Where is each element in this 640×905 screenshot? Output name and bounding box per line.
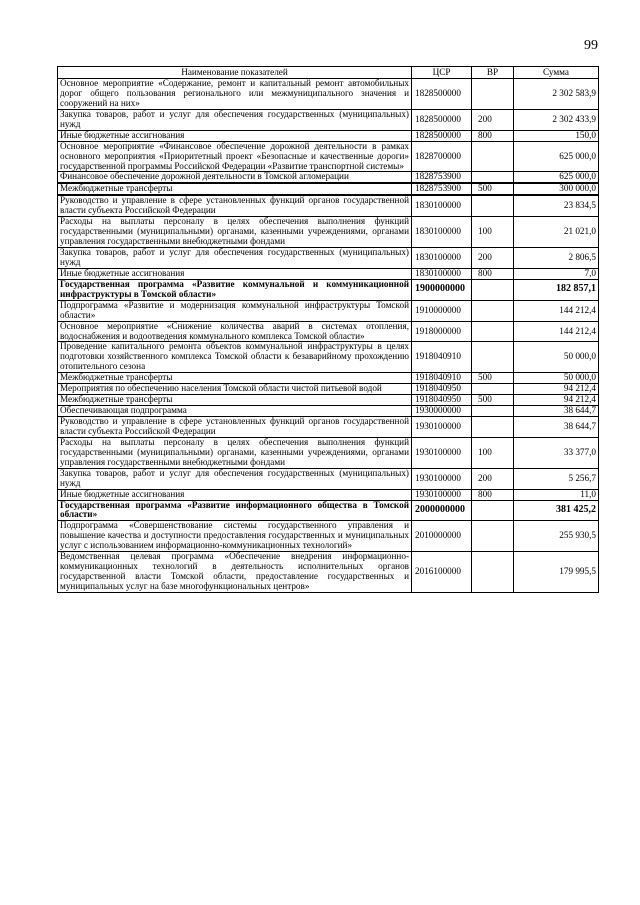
row-sum-cell: 7,0 <box>514 268 599 279</box>
row-csr-cell: 1828500000 <box>412 130 472 141</box>
row-csr-cell: 1830100000 <box>412 196 472 217</box>
row-sum-cell: 38 644,7 <box>514 406 599 417</box>
row-vr-cell: 500 <box>472 395 514 406</box>
row-csr-cell: 1918040950 <box>412 384 472 395</box>
row-name-cell: Иные бюджетные ассигнования <box>58 489 412 500</box>
row-sum-cell: 21 021,0 <box>514 217 599 248</box>
row-csr-cell: 1828500000 <box>412 79 472 110</box>
row-vr-cell: 800 <box>472 268 514 279</box>
row-name-cell: Руководство и управление в сфере установленных функций органов государственной власти субъекта Российской Федерации <box>58 196 412 217</box>
table-row <box>58 384 599 395</box>
table-row <box>58 141 599 172</box>
row-vr-cell <box>472 300 514 321</box>
row-sum-cell: 5 256,7 <box>514 468 599 489</box>
row-vr-cell: 800 <box>472 489 514 500</box>
row-name-cell: Закупка товаров, работ и услуг для обеспечения государственных (муниципальных) нужд <box>58 468 412 489</box>
row-name-cell: Основное мероприятие «Финансовое обеспечение дорожной деятельности в рамках основного мероприятия «Приоритетный проект «Безопасные и качественные дороги» государственной программы Российской Федерации «Развитие транспортной системы» <box>58 141 412 172</box>
row-vr-cell <box>472 384 514 395</box>
table-row <box>58 268 599 279</box>
row-csr-cell: 1828700000 <box>412 141 472 172</box>
row-sum-cell: 94 212,4 <box>514 395 599 406</box>
table-row <box>58 406 599 417</box>
row-csr-cell: 1930100000 <box>412 417 472 438</box>
row-sum-cell: 381 425,2 <box>514 500 599 521</box>
row-sum-cell: 11,0 <box>514 489 599 500</box>
row-csr-cell: 1830100000 <box>412 217 472 248</box>
row-sum-cell: 50 000,0 <box>514 342 599 373</box>
row-csr-cell: 1918000000 <box>412 321 472 342</box>
table-row <box>58 279 599 300</box>
row-csr-cell: 1830100000 <box>412 268 472 279</box>
table-row <box>58 109 599 130</box>
row-name-cell: Подпрограмма «Развитие и модернизация коммунальной инфраструктуры Томской области» <box>58 300 412 321</box>
row-name-cell: Ведомственная целевая программа «Обеспечение внедрения информационно-коммуникационных технологий в деятельность исполнительных органов государственной власти Томской области, предоставление государственных и муниципальных услуг на базе многофункциональных центров» <box>58 552 412 593</box>
row-csr-cell: 1830100000 <box>412 248 472 269</box>
row-sum-cell: 144 212,4 <box>514 321 599 342</box>
table-body <box>58 79 599 593</box>
table-row <box>58 79 599 110</box>
row-csr-cell: 2000000000 <box>412 500 472 521</box>
row-vr-cell <box>472 521 514 552</box>
table-row <box>58 130 599 141</box>
row-name-cell: Закупка товаров, работ и услуг для обеспечения государственных (муниципальных) нужд <box>58 109 412 130</box>
row-name-cell: Иные бюджетные ассигнования <box>58 268 412 279</box>
row-name-cell: Основное мероприятие «Содержание, ремонт и капитальный ремонт автомобильных дорог общего пользования регионального или межмуниципального значения и сооружений на них» <box>58 79 412 110</box>
table-row <box>58 521 599 552</box>
row-csr-cell: 1930100000 <box>412 489 472 500</box>
column-header-name: Наименование показателей <box>58 67 412 79</box>
row-vr-cell <box>472 552 514 593</box>
table-row <box>58 437 599 468</box>
row-csr-cell: 1930000000 <box>412 406 472 417</box>
column-header-vr: ВР <box>472 67 514 79</box>
row-name-cell: Мероприятия по обеспечению населения Томской области чистой питьевой водой <box>58 384 412 395</box>
row-name-cell: Закупка товаров, работ и услуг для обеспечения государственных (муниципальных) нужд <box>58 248 412 269</box>
row-vr-cell <box>472 172 514 183</box>
row-vr-cell: 200 <box>472 248 514 269</box>
row-sum-cell: 144 212,4 <box>514 300 599 321</box>
row-csr-cell: 1930100000 <box>412 468 472 489</box>
row-sum-cell: 255 930,5 <box>514 521 599 552</box>
row-csr-cell: 1918040950 <box>412 395 472 406</box>
row-name-cell: Государственная программа «Развитие информационного общества в Томской области» <box>58 500 412 521</box>
row-name-cell: Финансовое обеспечение дорожной деятельности в Томской агломерации <box>58 172 412 183</box>
row-vr-cell <box>472 79 514 110</box>
row-vr-cell <box>472 196 514 217</box>
row-sum-cell: 2 806,5 <box>514 248 599 269</box>
table-row <box>58 172 599 183</box>
table-row <box>58 196 599 217</box>
row-name-cell: Обеспечивающая подпрограмма <box>58 406 412 417</box>
row-name-cell: Подпрограмма «Совершенствование системы государственного управления и повышение качества и доступности предоставления государственных и муниципальных услуг с использованием информационно-коммуникационных технологий» <box>58 521 412 552</box>
row-name-cell: Руководство и управление в сфере установленных функций органов государственной власти субъекта Российской Федерации <box>58 417 412 438</box>
row-vr-cell <box>472 417 514 438</box>
row-name-cell: Иные бюджетные ассигнования <box>58 130 412 141</box>
row-sum-cell: 2 302 583,9 <box>514 79 599 110</box>
row-sum-cell: 150,0 <box>514 130 599 141</box>
row-csr-cell: 1828753900 <box>412 172 472 183</box>
row-name-cell: Расходы на выплаты персоналу в целях обеспечения выполнения функций государственными (муниципальными) органами, казенными учреждениями, органами управления государственными внебюджетными фондами <box>58 217 412 248</box>
table-row <box>58 468 599 489</box>
row-sum-cell: 50 000,0 <box>514 373 599 384</box>
row-sum-cell: 38 644,7 <box>514 417 599 438</box>
row-vr-cell <box>472 500 514 521</box>
row-vr-cell: 100 <box>472 437 514 468</box>
row-vr-cell <box>472 279 514 300</box>
row-name-cell: Межбюджетные трансферты <box>58 395 412 406</box>
row-sum-cell: 300 000,0 <box>514 184 599 195</box>
row-csr-cell: 2016100000 <box>412 552 472 593</box>
row-csr-cell: 1900000000 <box>412 279 472 300</box>
row-name-cell: Основное мероприятие «Снижение количества аварий в системах отопления, водоснабжения и водоотведения коммунального комплекса Томской области» <box>58 321 412 342</box>
row-csr-cell: 1910000000 <box>412 300 472 321</box>
row-vr-cell: 500 <box>472 373 514 384</box>
row-vr-cell: 200 <box>472 468 514 489</box>
row-vr-cell <box>472 342 514 373</box>
row-sum-cell: 94 212,4 <box>514 384 599 395</box>
table-row <box>58 417 599 438</box>
row-csr-cell: 1828500000 <box>412 109 472 130</box>
table-row <box>58 395 599 406</box>
row-vr-cell: 100 <box>472 217 514 248</box>
table-row <box>58 248 599 269</box>
row-sum-cell: 182 857,1 <box>514 279 599 300</box>
row-sum-cell: 2 302 433,9 <box>514 109 599 130</box>
table-row <box>58 217 599 248</box>
row-vr-cell: 200 <box>472 109 514 130</box>
row-sum-cell: 625 000,0 <box>514 141 599 172</box>
row-name-cell: Государственная программа «Развитие коммунальной и коммуникационной инфраструктуры в Томской области» <box>58 279 412 300</box>
budget-table <box>57 66 599 593</box>
row-name-cell: Межбюджетные трансферты <box>58 184 412 195</box>
row-vr-cell <box>472 321 514 342</box>
table-row <box>58 321 599 342</box>
row-sum-cell: 33 377,0 <box>514 437 599 468</box>
column-header-csr: ЦСР <box>412 67 472 79</box>
row-csr-cell: 1918040910 <box>412 373 472 384</box>
table-row <box>58 500 599 521</box>
row-csr-cell: 1918040910 <box>412 342 472 373</box>
row-vr-cell <box>472 141 514 172</box>
row-vr-cell <box>472 406 514 417</box>
table-row <box>58 373 599 384</box>
row-sum-cell: 179 995,5 <box>514 552 599 593</box>
table-row <box>58 489 599 500</box>
page-number: 99 <box>584 38 598 53</box>
column-header-sum: Сумма <box>514 67 599 79</box>
row-csr-cell: 1828753900 <box>412 184 472 195</box>
row-name-cell: Проведение капитального ремонта объектов коммунальной инфраструктуры в целях подготовки хозяйственного комплекса Томской области к безаварийному прохождению отопительного сезона <box>58 342 412 373</box>
table-row <box>58 342 599 373</box>
row-csr-cell: 2010000000 <box>412 521 472 552</box>
row-name-cell: Межбюджетные трансферты <box>58 373 412 384</box>
row-name-cell: Расходы на выплаты персоналу в целях обеспечения выполнения функций государственными (муниципальными) органами, казенными учреждениями, органами управления государственными внебюджетными фондами <box>58 437 412 468</box>
row-vr-cell: 800 <box>472 130 514 141</box>
row-vr-cell: 500 <box>472 184 514 195</box>
table-header-row <box>58 67 599 79</box>
table-row <box>58 300 599 321</box>
row-csr-cell: 1930100000 <box>412 437 472 468</box>
row-sum-cell: 23 834,5 <box>514 196 599 217</box>
row-sum-cell: 625 000,0 <box>514 172 599 183</box>
table-row <box>58 552 599 593</box>
table-row <box>58 184 599 195</box>
